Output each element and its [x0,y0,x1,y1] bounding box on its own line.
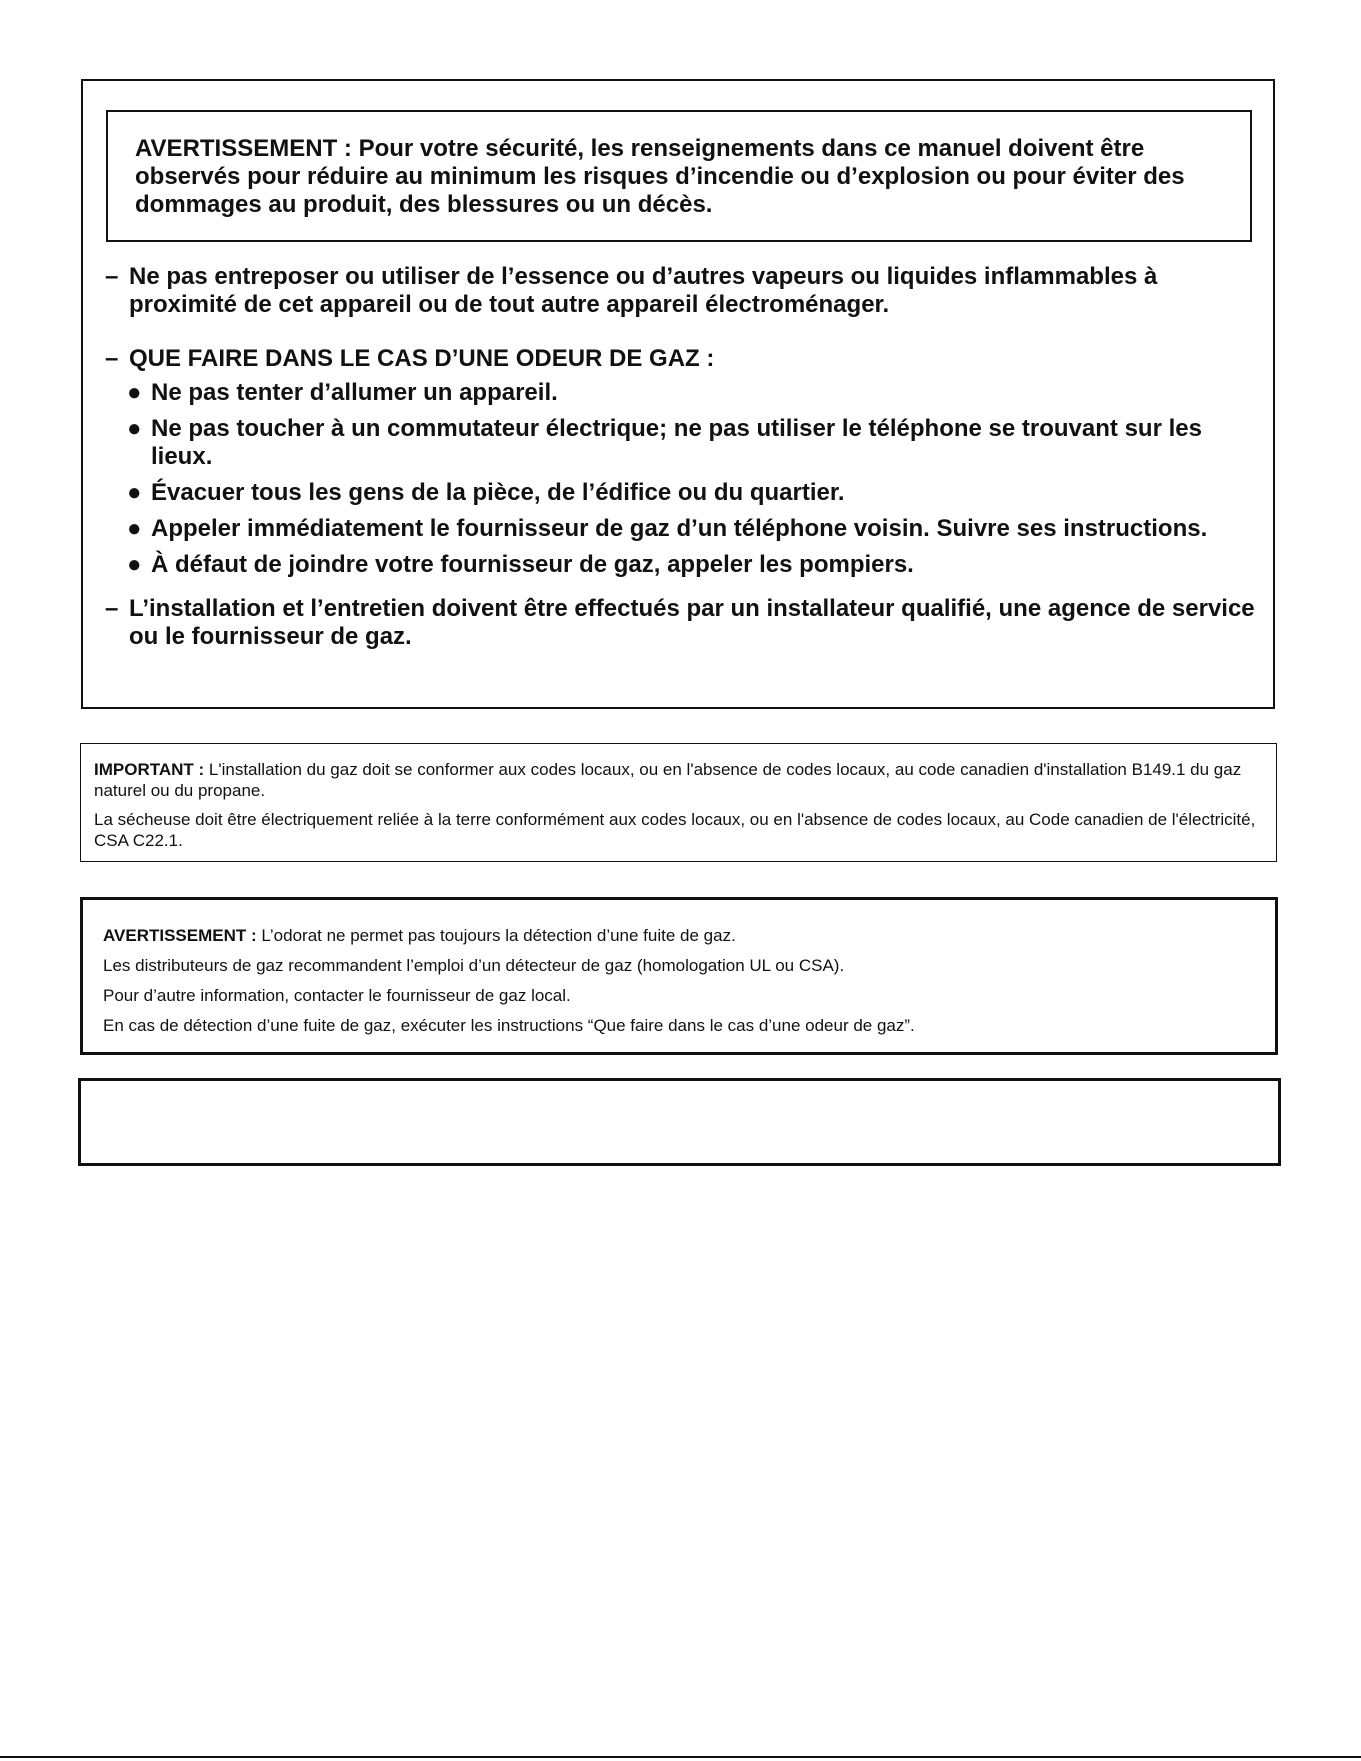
important-notice-box [80,743,1277,862]
warning-item-gas-odor [105,345,1263,373]
warning-item-text: L’installation et l’entretien doivent être effectués par un installateur qualifié, une agence de service ou le fournisseur de gaz. [129,595,1255,650]
gas-leak-line-3: Pour d’autre information, contacter le fournisseur de gaz local. [103,986,571,1005]
list-item-text: Appeler immédiatement le fournisseur de gaz d’un téléphone voisin. Suivre ses instructions. [151,515,1208,542]
list-item-text: Ne pas toucher à un commutateur électrique; ne pas utiliser le téléphone se trouvant sur les lieux. [151,415,1202,470]
bullet-glyph: ● [127,551,142,578]
warning-item-installation [105,595,1263,651]
main-warning-body [105,263,1263,651]
gas-leak-line-1 [103,921,1265,951]
warning-item-text: Ne pas entreposer ou utiliser de l’essence ou d’autres vapeurs ou liquides inflammables à proximité de cet appareil ou de tout autre appareil électroménager. [129,263,1158,318]
gas-leak-warning-box [80,897,1278,1055]
bullet-glyph: ● [127,515,142,542]
dash-glyph: – [105,595,119,622]
warning-item-flammables [105,263,1263,319]
list-item [105,415,1263,471]
main-warning-heading: AVERTISSEMENT : Pour votre sécurité, les renseignements dans ce manuel doivent être observés pour réduire au minimum les risques d’incendie ou d’explosion ou pour éviter des dommages au produit, des blessures ou un décès. [106,110,1252,242]
dash-glyph: – [105,345,119,372]
important-paragraph-2: La sécheuse doit être électriquement reliée à la terre conformément aux codes locaux, ou en l'absence de codes locaux, au Code canadien de l'électricité, CSA C22.1. [94,810,1256,850]
important-label: IMPORTANT : [94,760,205,779]
gas-odor-instructions-list [105,379,1263,579]
important-paragraph-1 [94,759,1266,801]
gas-leak-line-4: En cas de détection d’une fuite de gaz, exécuter les instructions “Que faire dans le cas d’une odeur de gaz”. [103,1016,915,1035]
bullet-glyph: ● [127,379,142,406]
bullet-glyph: ● [127,415,142,442]
gas-leak-warning-label: AVERTISSEMENT : [103,926,257,945]
gas-leak-line-2: Les distributeurs de gaz recommandent l’emploi d’un détecteur de gaz (homologation UL ou CSA). [103,956,845,975]
list-item [105,379,1263,407]
list-item-text: Ne pas tenter d’allumer un appareil. [151,379,558,406]
bullet-glyph: ● [127,479,142,506]
dash-glyph: – [105,263,119,290]
important-text-1: L'installation du gaz doit se conformer aux codes locaux, ou en l'absence de codes locaux, au code canadien d'installation B149.1 du gaz naturel ou du propane. [94,760,1242,800]
main-warning-box [81,79,1275,709]
footer-rule [0,1756,1361,1758]
list-item [105,515,1263,543]
list-item-text: Évacuer tous les gens de la pièce, de l’édifice ou du quartier. [151,479,845,506]
list-item-text: À défaut de joindre votre fournisseur de gaz, appeler les pompiers. [151,551,914,578]
list-item [105,479,1263,507]
list-item [105,551,1263,579]
empty-bordered-box [78,1078,1281,1166]
gas-leak-text-1: L’odorat ne permet pas toujours la détection d’une fuite de gaz. [261,926,736,945]
warning-item-text: QUE FAIRE DANS LE CAS D’UNE ODEUR DE GAZ : [129,345,715,372]
